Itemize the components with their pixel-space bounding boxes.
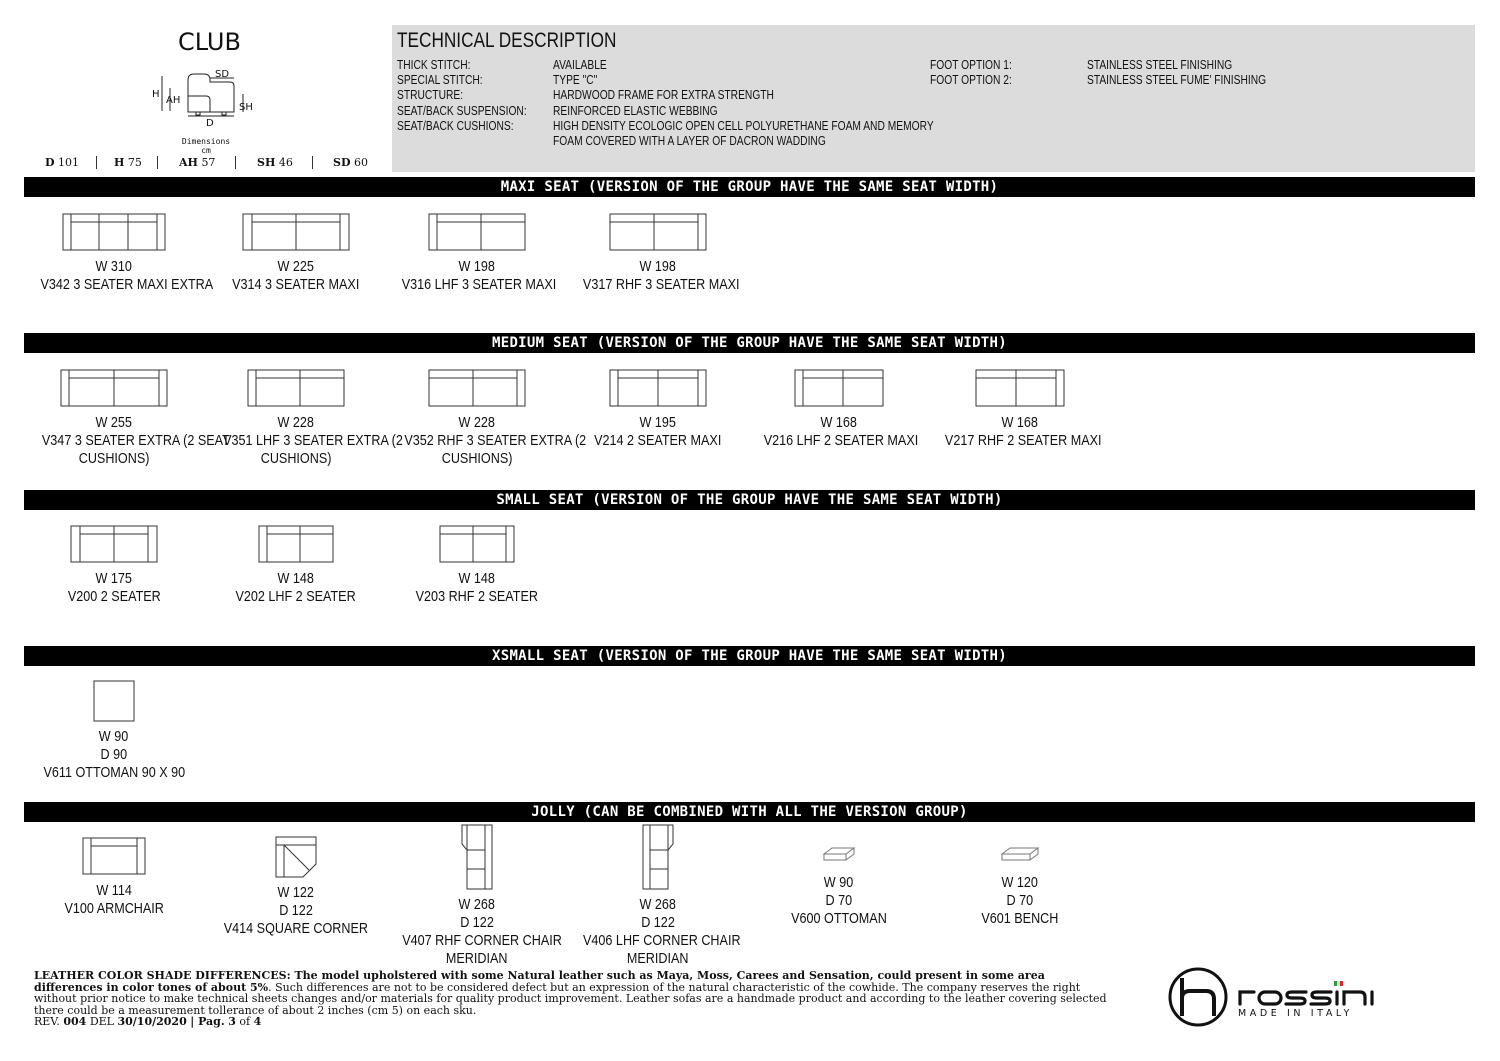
product-width: W 168 (820, 414, 858, 431)
product-name: V351 LHF 3 SEATER EXTRA (2 (223, 432, 403, 449)
sofa-plan-icon (62, 212, 166, 252)
product-depth: D 90 (100, 746, 128, 763)
product-item-v316[interactable] (387, 212, 567, 294)
product-item-v100[interactable] (24, 836, 204, 918)
product-name: V347 3 SEATER EXTRA (2 SEAT (41, 432, 230, 449)
sofa-plan-icon (60, 368, 168, 408)
product-depth: D 70 (825, 892, 853, 909)
sofa-plan-icon (247, 368, 345, 408)
product-name: V217 RHF 2 SEATER MAXI (944, 432, 1102, 449)
product-name: V611 OTTOMAN 90 X 90 (43, 764, 185, 781)
product-item-v216[interactable] (749, 368, 929, 450)
product-name: V216 LHF 2 SEATER MAXI (763, 432, 919, 449)
sofa-plan-icon (70, 524, 158, 564)
tech-label: STRUCTURE: (397, 88, 464, 102)
svg-text:MADE IN ITALY: MADE IN ITALY (1238, 1008, 1353, 1019)
dim-sd: SD 60 (333, 156, 368, 169)
product-name: V314 3 SEATER MAXI (232, 276, 360, 293)
tech-title: TECHNICAL DESCRIPTION (397, 29, 617, 52)
leather-disclaimer (34, 970, 1114, 1028)
svg-text:D: D (206, 118, 214, 129)
disclaimer-bold: LEATHER COLOR SHADE DIFFERENCES: The model upholstered with some Natural leather such as Maya, Moss, Carees and Sensation, could present in some area differences in color tones of about 5% (34, 969, 1045, 994)
product-item-v342[interactable] (24, 212, 214, 294)
product-item-v217[interactable] (930, 368, 1110, 450)
product-name: V342 3 SEATER MAXI EXTRA (40, 276, 214, 293)
product-depth: D 70 (1006, 892, 1034, 909)
dim-d: D 101 (45, 156, 80, 169)
product-width: W 122 (277, 884, 315, 901)
product-width: W 198 (639, 258, 677, 275)
dimensions-caption: Dimensions cm (181, 137, 231, 155)
sofa-section-dimension-icon (148, 66, 268, 148)
corner-chair-plan-icon (640, 824, 676, 890)
product-name: V202 LHF 2 SEATER (235, 588, 357, 605)
product-width: W 175 (95, 570, 133, 587)
product-name: V214 2 SEATER MAXI (594, 432, 722, 449)
dim-sh: SH 46 (257, 156, 293, 169)
product-name: V601 BENCH (981, 910, 1059, 927)
product-name: V316 LHF 3 SEATER MAXI (401, 276, 557, 293)
product-depth: D 122 (641, 914, 675, 931)
product-width: W 228 (458, 414, 496, 431)
sofa-plan-icon (975, 368, 1065, 408)
product-item-v314[interactable] (206, 212, 386, 294)
product-name: V600 OTTOMAN (791, 910, 887, 927)
dim-ah: AH 57 (179, 156, 216, 169)
product-name: V406 LHF CORNER CHAIR (583, 932, 741, 949)
svg-text:AH: AH (166, 95, 181, 106)
product-width: W 268 (639, 896, 677, 913)
product-name: V203 RHF 2 SEATER (415, 588, 539, 605)
dim-h: H 75 (114, 156, 142, 169)
product-width: W 310 (95, 258, 133, 275)
tech-label: SEAT/BACK SUSPENSION: (397, 104, 527, 118)
section-band-maxi: MAXI SEAT (VERSION OF THE GROUP HAVE THE SAME SEAT WIDTH) (24, 177, 1475, 197)
product-width: W 120 (1001, 874, 1039, 891)
sofa-plan-icon (609, 212, 707, 252)
section-band-jolly: JOLLY (CAN BE COMBINED WITH ALL THE VERSION GROUP) (24, 802, 1475, 822)
product-item-v317[interactable] (568, 212, 748, 294)
tech-value: HIGH DENSITY ECOLOGIC OPEN CELL POLYURETHANE FOAM AND MEMORY (553, 119, 934, 133)
foot-label: FOOT OPTION 2: (930, 73, 1012, 87)
tech-value: HARDWOOD FRAME FOR EXTRA STRENGTH (553, 88, 774, 102)
tech-label: THICK STITCH: (397, 58, 471, 72)
tech-label: SPECIAL STITCH: (397, 73, 483, 87)
corner-chair-plan-icon (459, 824, 495, 890)
product-width: W 148 (277, 570, 315, 587)
armchair-plan-icon (82, 836, 146, 876)
sofa-plan-icon (258, 524, 334, 564)
disclaimer-text: . Such differences are not to be considered defect but an expression of the natural characteristic of the cowhide. The company reserves the right without prior notice to make technical sheets changes and/or materials for quality product improvement. Leather sofas are a handmade product and according to the leather covering selected there could be a measurement tollerance of about 2 inches (cm 5) on each sku. (34, 980, 1107, 1017)
product-width: W 228 (277, 414, 315, 431)
product-item-v352[interactable]: W 228 V352 RHF 3 SEATER EXTRA (2 CUSHIONS) (387, 368, 567, 468)
sofa-plan-icon (242, 212, 350, 252)
corner-plan-icon (275, 836, 317, 878)
tech-value: REINFORCED ELASTIC WEBBING (553, 104, 718, 118)
svg-text:H: H (152, 89, 160, 100)
section-band-small: SMALL SEAT (VERSION OF THE GROUP HAVE THE SAME SEAT WIDTH) (24, 490, 1475, 510)
dimensions-row (36, 156, 376, 170)
product-item-v407[interactable]: W 268 D 122 V407 RHF CORNER CHAIR MERIDIAN (387, 824, 567, 968)
tech-value: TYPE "C" (553, 73, 598, 87)
sofa-plan-icon (794, 368, 884, 408)
foot-value: STAINLESS STEEL FUME' FINISHING (1087, 73, 1267, 87)
tech-label: SEAT/BACK CUSHIONS: (397, 119, 514, 133)
svg-text:SD: SD (215, 69, 230, 80)
product-depth: D 122 (460, 914, 494, 931)
product-item-v347[interactable]: W 255 V347 3 SEATER EXTRA (2 SEAT CUSHIONS) (24, 368, 204, 468)
foot-label: FOOT OPTION 1: (930, 58, 1012, 72)
technical-description-panel (392, 25, 1475, 172)
product-width: W 90 (99, 728, 129, 745)
product-width: W 114 (96, 882, 132, 899)
product-width: W 198 (458, 258, 496, 275)
product-item-v202[interactable] (206, 524, 386, 606)
rossini-logo (1168, 966, 1423, 1028)
product-name: V414 SQUARE CORNER (223, 920, 369, 937)
product-item-v200[interactable] (24, 524, 204, 606)
ottoman-3d-icon (822, 844, 856, 868)
section-band-medium: MEDIUM SEAT (VERSION OF THE GROUP HAVE THE SAME SEAT WIDTH) (24, 333, 1475, 353)
tech-value: AVAILABLE (553, 58, 607, 72)
sofa-plan-icon (609, 368, 707, 408)
product-name: V352 RHF 3 SEATER EXTRA (2 (404, 432, 587, 449)
sofa-plan-icon (428, 368, 526, 408)
product-item-v601[interactable] (930, 844, 1110, 928)
product-item-v406[interactable]: W 268 D 122 V406 LHF CORNER CHAIR MERIDIAN (568, 824, 748, 968)
product-item-v214[interactable] (568, 368, 748, 450)
foot-value: STAINLESS STEEL FINISHING (1087, 58, 1233, 72)
product-width: W 90 (824, 874, 854, 891)
product-width: W 148 (458, 570, 496, 587)
product-item-v414[interactable] (206, 836, 386, 938)
product-width: W 268 (458, 896, 496, 913)
section-band-xsmall: XSMALL SEAT (VERSION OF THE GROUP HAVE THE SAME SEAT WIDTH) (24, 646, 1475, 666)
product-item-v611[interactable] (24, 680, 204, 782)
sofa-plan-icon (439, 524, 515, 564)
product-width: W 168 (1001, 414, 1039, 431)
bench-3d-icon (1000, 844, 1040, 868)
product-width: W 195 (639, 414, 677, 431)
product-name: V317 RHF 3 SEATER MAXI (582, 276, 740, 293)
revision-line: REV. 004 DEL 30/10/2020 | Pag. 3 of 4 (34, 1015, 262, 1029)
product-item-v600[interactable] (749, 844, 929, 928)
product-depth: D 122 (279, 902, 313, 919)
product-name: V200 2 SEATER (67, 588, 161, 605)
ottoman-plan-icon (93, 680, 135, 722)
product-name: V100 ARMCHAIR (64, 900, 164, 917)
product-width: W 225 (277, 258, 315, 275)
tech-value: FOAM COVERED WITH A LAYER OF DACRON WADDING (553, 134, 826, 148)
svg-text:SH: SH (239, 102, 253, 113)
product-item-v351[interactable]: W 228 V351 LHF 3 SEATER EXTRA (2 CUSHIONS) (206, 368, 386, 468)
sofa-plan-icon (428, 212, 526, 252)
product-name: V407 RHF CORNER CHAIR (402, 932, 562, 949)
product-width: W 255 (95, 414, 133, 431)
product-item-v203[interactable] (387, 524, 567, 606)
product-title: CLUB (178, 28, 241, 56)
